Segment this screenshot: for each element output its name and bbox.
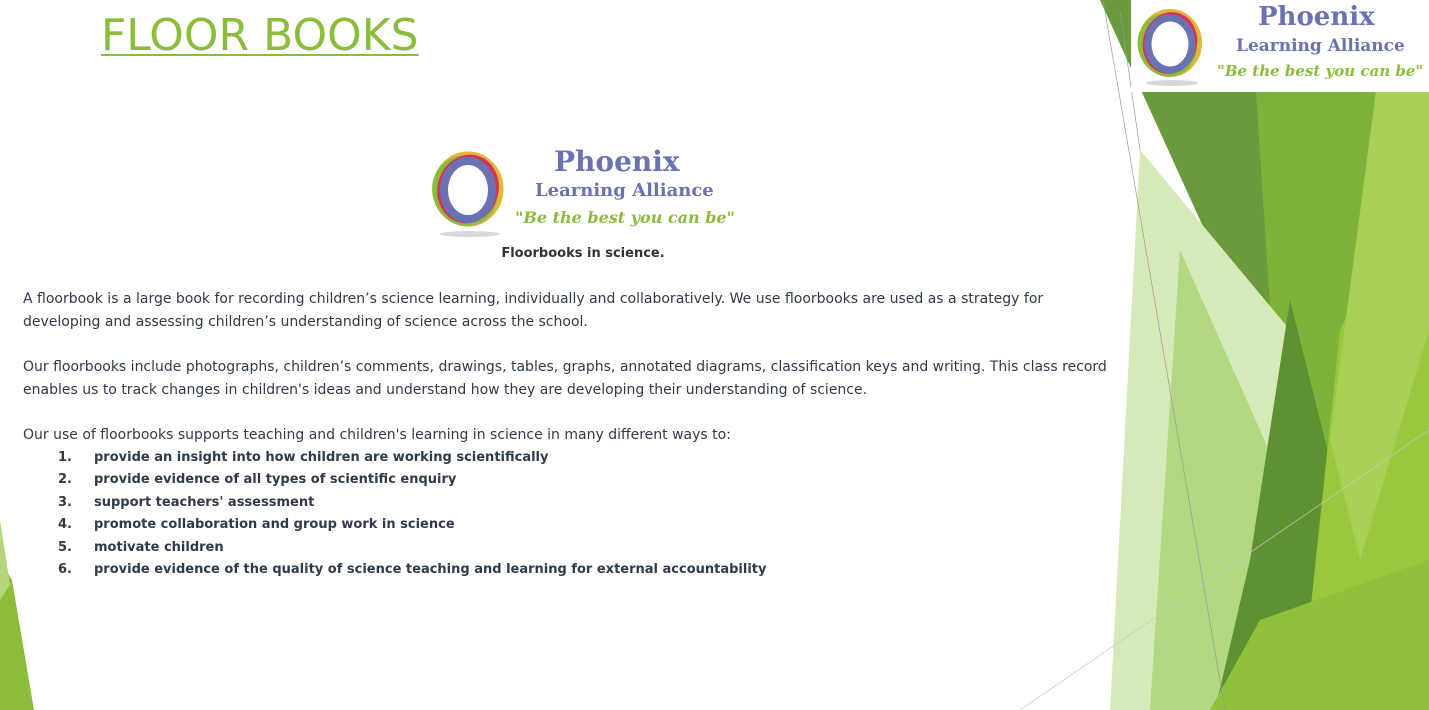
list-item <box>23 469 1123 491</box>
list-number: 6. <box>58 562 72 578</box>
list-text: provide evidence of all types of scientific enquiry <box>94 472 457 488</box>
phoenix-logo-icon <box>428 147 508 239</box>
list-text: provide evidence of the quality of science teaching and learning for external accountability <box>94 562 767 578</box>
document-body <box>23 244 1123 581</box>
logo-tagline: "Be the best you can be" <box>1217 62 1424 80</box>
logo-subtitle: Learning Alliance <box>535 180 714 201</box>
list-intro: Our use of floorbooks supports teaching and children's learning in science in many different ways to: <box>23 427 731 443</box>
corner-logo <box>1131 0 1429 92</box>
list-item <box>23 514 1123 536</box>
list-item <box>23 559 1123 581</box>
list-number: 2. <box>58 472 72 488</box>
list-number: 5. <box>58 539 72 555</box>
list-number: 3. <box>58 494 72 510</box>
document-heading-text: Floorbooks in science. <box>501 246 665 261</box>
slide-title: FLOOR BOOKS <box>101 10 419 61</box>
logo-subtitle: Learning Alliance <box>1236 36 1405 56</box>
paragraph-contents: Our floorbooks include photographs, children’s comments, drawings, tables, graphs, annotated diagrams, classification keys and writing. This class record enables us to track changes in children's ideas and understand how they are developing their understanding of science. <box>23 359 1107 398</box>
document-heading <box>23 244 1143 264</box>
list-text: motivate children <box>94 539 224 555</box>
list-text: promote collaboration and group work in science <box>94 517 455 533</box>
paragraph-definition: A floorbook is a large book for recording children’s science learning, individually and collaboratively. We use floorbooks are used as a strategy for developing and assessing children’s understanding of science across the school. <box>23 291 1044 330</box>
phoenix-logo-icon <box>1134 3 1206 89</box>
list-number: 4. <box>58 517 72 533</box>
center-logo <box>426 143 735 239</box>
logo-tagline: "Be the best you can be" <box>515 208 735 227</box>
list-item <box>23 447 1123 469</box>
logo-name: Phoenix <box>1258 2 1375 32</box>
list-text: support teachers' assessment <box>94 494 315 510</box>
list-item <box>23 537 1123 559</box>
uses-list <box>23 447 1123 581</box>
logo-name: Phoenix <box>554 145 680 178</box>
list-text: provide an insight into how children are working scientifically <box>94 450 549 465</box>
list-number: 1. <box>58 450 72 465</box>
list-item <box>23 492 1123 514</box>
